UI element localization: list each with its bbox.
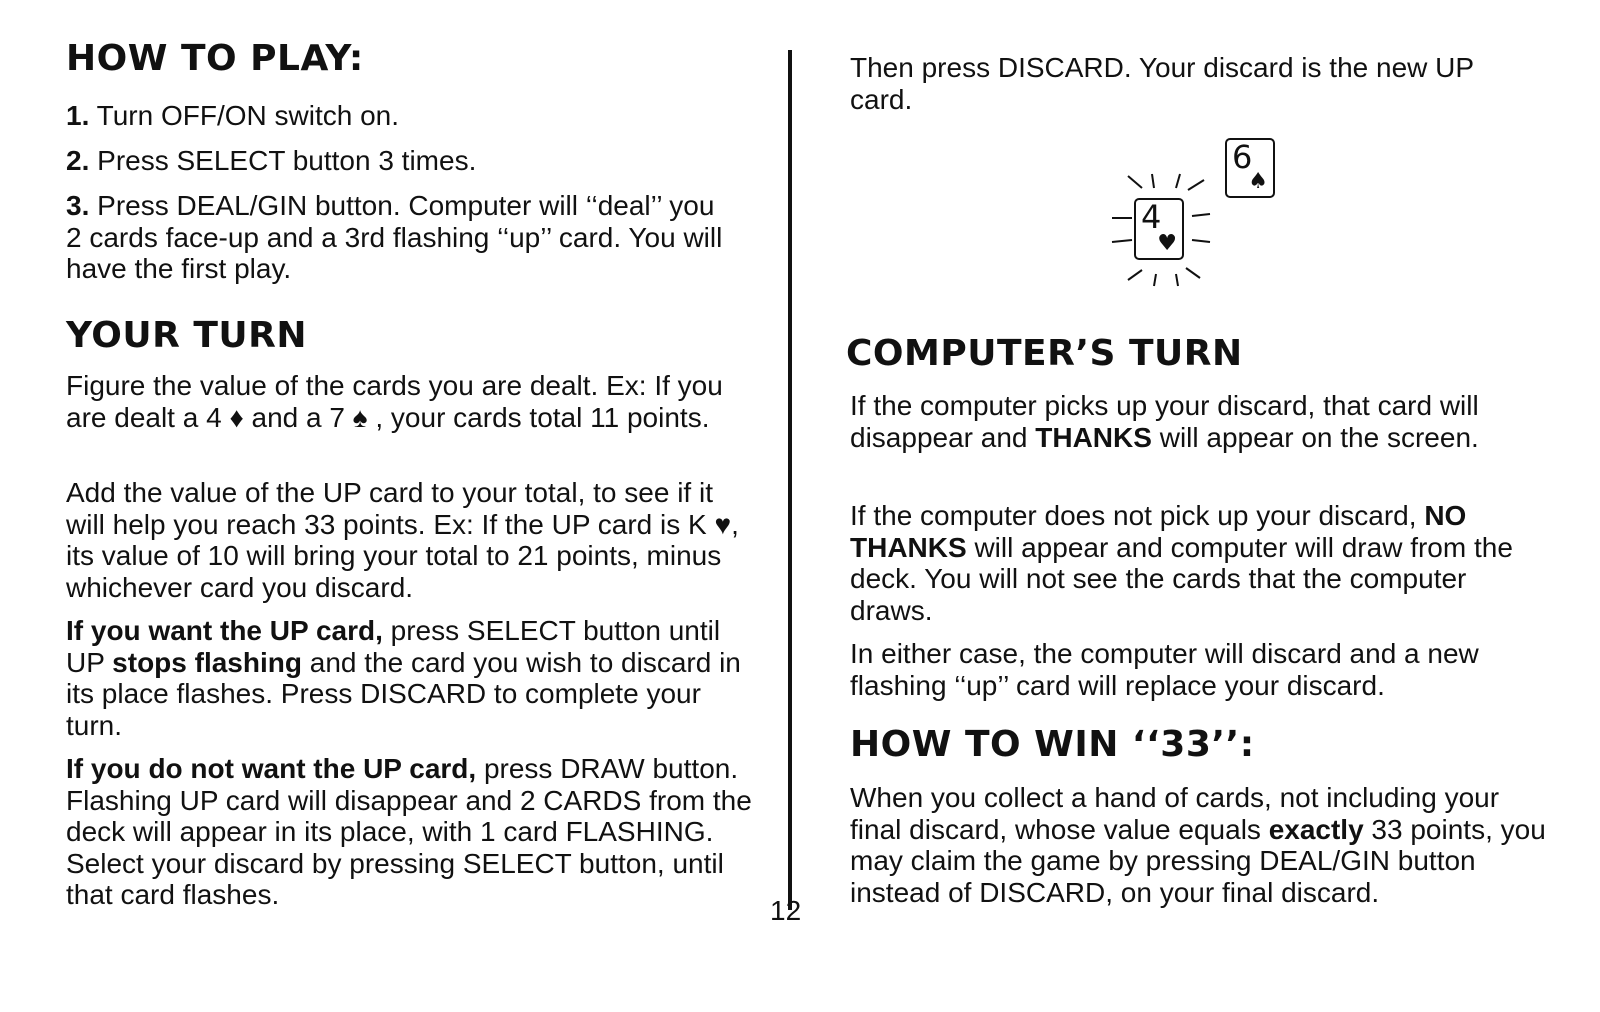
page-number: 12 (770, 895, 802, 926)
picks-up-text-b: will appear on the screen. (1151, 421, 1479, 453)
thanks-emphasis: THANKS (1035, 421, 1152, 453)
step-3-text: Press DEAL/GIN button. Computer will ‘‘deal’’ you 2 cards face-up and a 3rd flashing ‘‘up’’ card. You will have the first play. (66, 190, 723, 284)
spade-suit-icon: ♠ (1248, 169, 1268, 194)
your-turn-paragraph-3 (66, 615, 746, 741)
your-turn-paragraph-4 (66, 753, 756, 911)
how-to-win-text-a: When you collect a hand of cards, not including your final discard, whose value equals (850, 782, 1500, 845)
picks-up-text-a: If the computer picks up your discard, that card will disappear and (850, 390, 1479, 453)
how-to-win-text-b: 33 points, you may claim the game by pressing DEAL/GIN button instead of DISCARD, on your final discard. (850, 813, 1546, 908)
stops-flashing-emphasis: stops flashing (112, 646, 302, 678)
computers-turn-paragraph-3: In either case, the computer will discard and a new flashing ‘‘up’’ card will replace your discard. (850, 638, 1479, 701)
step-1 (66, 100, 766, 132)
how-to-win-paragraph (850, 782, 1550, 908)
step-1-number: 1. (66, 100, 90, 131)
not-want-up-card-text: press DRAW button. Flashing UP card will disappear and 2 CARDS from the deck will appear in its place, with 1 card FLASHING. Select your discard by pressing SELECT button, until that card flashes. (66, 753, 752, 910)
heart-suit-icon: ♥ (1157, 231, 1177, 256)
step-3-number: 3. (66, 190, 90, 221)
continued-text: Then press DISCARD. Your discard is the new UP card. (850, 52, 1474, 115)
step-2-text: Press SELECT button 3 times. (97, 145, 477, 176)
card-illustration (1080, 130, 1300, 300)
step-3 (66, 190, 726, 285)
computers-turn-paragraph-2 (850, 500, 1540, 626)
not-want-up-card-lead: If you do not want the UP card, (66, 753, 477, 784)
not-pick-up-text-a: If the computer does not pick up your discard, (850, 500, 1425, 531)
want-up-card-text-b: and the card you wish to discard in its place flashes. Press DISCARD to complete your turn. (66, 646, 741, 741)
flashing-card-four-hearts (1134, 198, 1184, 260)
step-2 (66, 145, 766, 177)
step-2-number: 2. (66, 145, 90, 176)
your-turn-heading: YOUR TURN (66, 315, 308, 356)
computers-turn-heading: COMPUTER’S TURN (846, 333, 1243, 374)
exactly-emphasis: exactly (1268, 813, 1364, 845)
no-thanks-emphasis: NO THANKS (850, 500, 1467, 563)
your-turn-paragraph-2: Add the value of the UP card to your total, to see if it will help you reach 33 points. Ex: If the UP card is K ♥, its value of 10 will bring your total to 21 points, minus whichever card you discard. (66, 477, 739, 603)
computers-turn-paragraph-1 (850, 390, 1540, 453)
how-to-win-heading: HOW TO WIN ‘‘33’’: (850, 724, 1255, 765)
want-up-card-text-a: press SELECT button until UP (66, 615, 721, 678)
card-rank: 6 (1232, 138, 1253, 176)
want-up-card-lead: If you want the UP card, (66, 615, 383, 646)
step-1-text: Turn OFF/ON switch on. (96, 100, 399, 131)
card-rank: 4 (1141, 198, 1162, 236)
not-pick-up-text-b: will appear and computer will draw from the deck. You will not see the cards that the computer draws. (850, 531, 1513, 626)
how-to-play-heading: HOW TO PLAY: (66, 38, 364, 79)
your-turn-paragraph-1: Figure the value of the cards you are dealt. Ex: If you are dealt a 4 ♦ and a 7 ♠ , your cards total 11 points. (66, 370, 723, 433)
column-divider (788, 50, 792, 910)
up-card-six-spades (1225, 138, 1275, 198)
